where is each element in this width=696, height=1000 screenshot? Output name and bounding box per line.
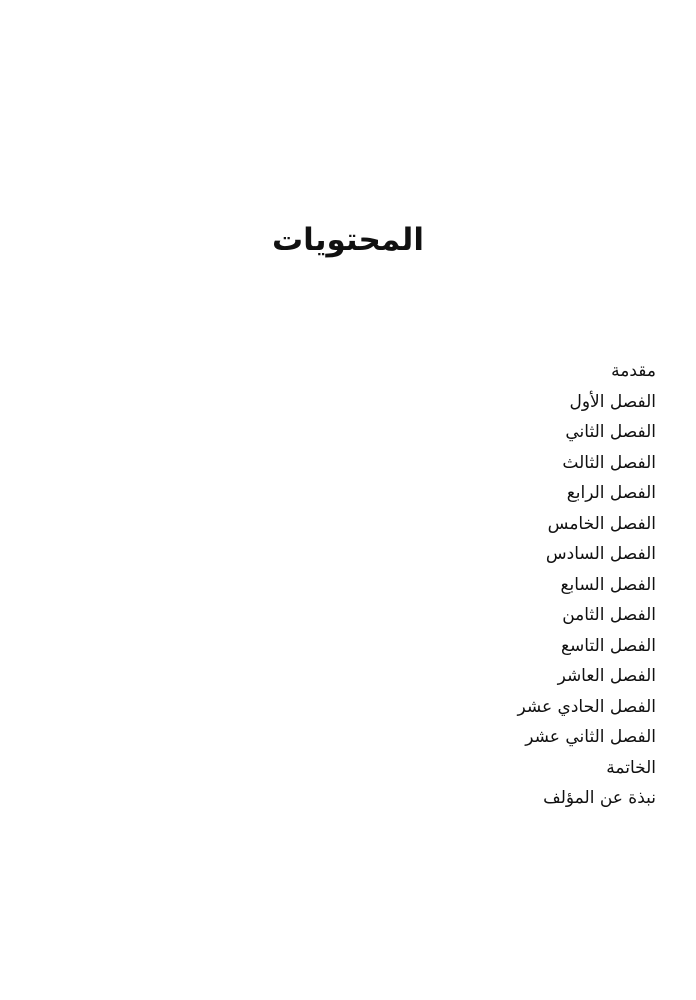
toc-item-chapter-6[interactable]: الفصل السادس [545,544,656,564]
toc-item-chapter-1[interactable]: الفصل الأول [569,391,656,412]
toc-item-chapter-5[interactable]: الفصل الخامس [547,513,656,534]
toc-item-chapter-9[interactable]: الفصل التاسع [560,635,656,656]
toc-item-chapter-2[interactable]: الفصل الثاني [565,422,656,442]
toc-item-chapter-11[interactable]: الفصل الحادي عشر [517,696,656,717]
toc-item-chapter-12[interactable]: الفصل الثاني عشر [525,727,656,747]
toc-item-conclusion[interactable]: الخاتمة [606,757,656,778]
toc-item-introduction[interactable]: مقدمة [611,361,656,381]
page-title: المحتويات [272,222,424,258]
table-of-contents [236,356,656,814]
toc-item-chapter-8[interactable]: الفصل الثامن [562,605,656,625]
toc-item-chapter-7[interactable]: الفصل السابع [560,574,656,595]
toc-item-about-author[interactable]: نبذة عن المؤلف [543,788,656,808]
toc-item-chapter-10[interactable]: الفصل العاشر [557,666,656,686]
toc-item-chapter-4[interactable]: الفصل الرابع [566,483,656,503]
toc-item-chapter-3[interactable]: الفصل الثالث [562,452,656,473]
